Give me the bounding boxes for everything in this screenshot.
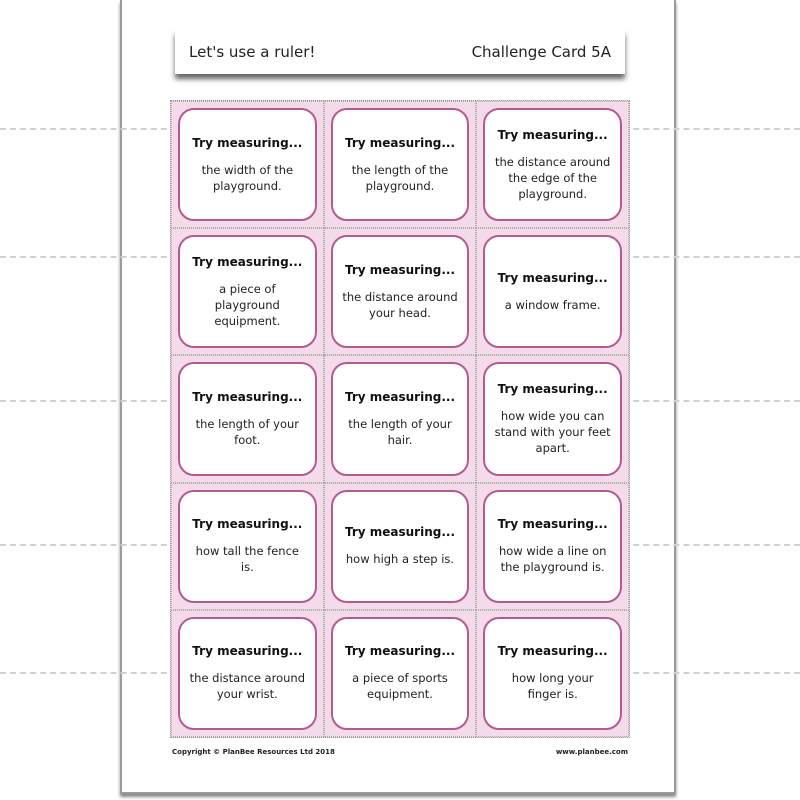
card-title: Try measuring... <box>344 135 456 150</box>
challenge-card <box>483 617 622 730</box>
card-body: the width of the playground. <box>201 162 294 193</box>
card-body: how wide a line on the playground is. <box>498 544 607 575</box>
challenge-card <box>331 362 470 475</box>
challenge-card <box>483 235 622 348</box>
card-body: the length of the playground. <box>351 162 449 193</box>
card-cell <box>171 483 324 610</box>
card-cell <box>476 610 629 737</box>
card-id: Challenge Card 5A <box>471 43 611 61</box>
card-title: Try measuring... <box>344 262 456 277</box>
card-title: Try measuring... <box>192 135 303 150</box>
challenge-card <box>483 490 622 603</box>
card-body: a piece of playground equipment. <box>214 281 281 328</box>
card-cell <box>324 355 477 482</box>
card-title: Try measuring... <box>497 517 608 532</box>
card-cell <box>171 101 324 228</box>
card-title: Try measuring... <box>497 270 608 285</box>
card-body: how tall the fence is. <box>195 544 299 575</box>
card-cell <box>476 483 629 610</box>
challenge-card <box>331 235 470 348</box>
card-cell <box>476 355 629 482</box>
card-cell <box>476 228 629 355</box>
card-cell <box>171 228 324 355</box>
card-body: the distance around the edge of the playground. <box>494 154 611 201</box>
card-title: Try measuring... <box>192 254 303 269</box>
challenge-card <box>178 362 317 475</box>
card-title: Try measuring... <box>344 389 456 404</box>
card-cell <box>324 483 477 610</box>
website-text: www.planbee.com <box>555 748 628 756</box>
challenge-card <box>178 235 317 348</box>
copyright-text: Copyright © PlanBee Resources Ltd 2018 <box>172 748 335 756</box>
card-title: Try measuring... <box>192 644 303 659</box>
challenge-card <box>178 617 317 730</box>
card-title: Try measuring... <box>497 127 608 142</box>
card-cell <box>171 355 324 482</box>
card-title: Try measuring... <box>192 389 303 404</box>
card-body: the length of your foot. <box>195 416 300 447</box>
card-cell <box>171 610 324 737</box>
card-title: Try measuring... <box>344 644 456 659</box>
card-body: the distance around your head. <box>342 289 458 320</box>
card-body: how wide you can stand with your feet apart. <box>494 408 611 455</box>
challenge-card <box>483 108 622 221</box>
challenge-card <box>483 362 622 475</box>
title-banner <box>175 30 625 74</box>
card-title: Try measuring... <box>497 381 608 396</box>
card-cell <box>324 610 477 737</box>
challenge-card <box>331 490 470 603</box>
card-body: how high a step is. <box>345 552 455 567</box>
card-body: a piece of sports equipment. <box>352 671 448 702</box>
card-title: Try measuring... <box>344 525 456 540</box>
worksheet-title: Let's use a ruler! <box>189 43 316 61</box>
card-title: Try measuring... <box>497 644 608 659</box>
challenge-card <box>178 108 317 221</box>
card-body: a window frame. <box>504 297 601 312</box>
card-body: the length of your hair. <box>348 416 452 447</box>
challenge-card-grid <box>170 100 630 738</box>
card-cell <box>324 228 477 355</box>
card-cell <box>324 101 477 228</box>
card-title: Try measuring... <box>192 517 303 532</box>
challenge-card <box>331 617 470 730</box>
card-cell <box>476 101 629 228</box>
challenge-card <box>178 490 317 603</box>
card-body: how long your finger is. <box>511 671 594 702</box>
card-body: the distance around your wrist. <box>189 671 305 702</box>
challenge-card <box>331 108 470 221</box>
